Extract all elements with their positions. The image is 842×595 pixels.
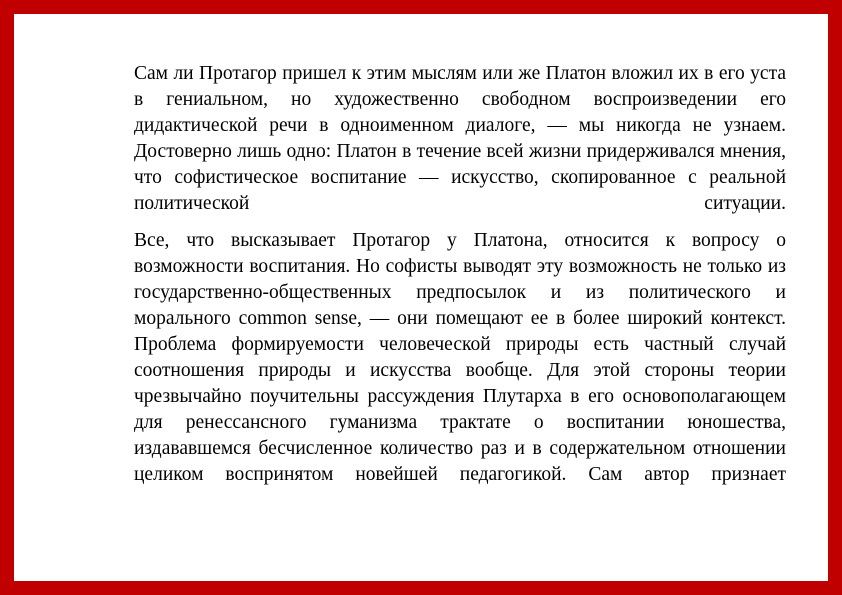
paragraph-2: Все, что высказывает Протагор у Платона, относится к вопросу о возможности воспитания. Но софисты выводят эту возможность не только из государственно-общественных предпосылок и из политического и морального common sense, — они помещают ее в более широкий контекст. Проблема формируемости человеческой природы есть частный случай соотношения природы и искусства вообще. Для этой стороны теории чрезвычайно поучительны рассуждения Плутарха в его основополагающем для ренессансного гуманизма трактате о воспитании юношества, издававшемся бесчисленное количество раз и в содержательном отношении целиком воспринятом новейшей педагогикой. Сам автор признает — [134, 229, 786, 486]
text-body — [134, 61, 786, 489]
paragraph-1: Сам ли Протагор пришел к этим мыслям или же Платон вложил их в его уста в гениальном, но художественно свободном воспроизведении его дидактической речи в одноименном диалоге, — мы никогда не узнаем. Достоверно лишь одно: Платон в течение всей жизни придерживался мнения, что софистическое воспитание — искусство, скопированное с реальной политической ситуации. — [134, 63, 786, 215]
